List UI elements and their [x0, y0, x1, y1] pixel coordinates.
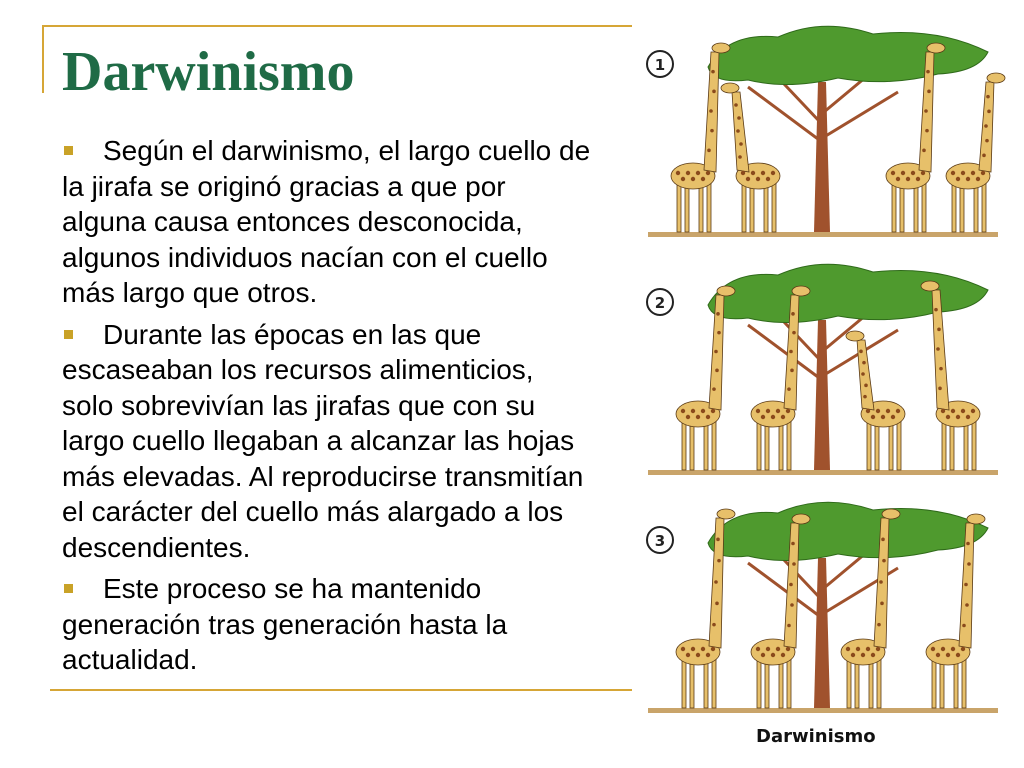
tree-trunk [814, 320, 830, 470]
bullet-text: Este proceso se ha mantenido generación tras generación hasta la actualidad. [62, 573, 508, 675]
ground-strip [648, 708, 998, 713]
illustration-caption: Darwinismo [756, 726, 876, 747]
panel-number: 3 [654, 532, 666, 550]
panel-number: 2 [654, 294, 666, 312]
giraffe-icon [846, 331, 905, 470]
bullet-text: Durante las épocas en las que escaseaban los recursos alimenticios, solo sobrevivían las jirafas que con su largo cuello llegaban a alcanzar las hojas más elevadas. Al reproducirse transmitían el carácter del cuello más alargado a los descendientes. [62, 318, 584, 563]
giraffe-evolution-illustration [638, 12, 1018, 764]
ground-strip [648, 232, 998, 237]
evolution-panel [647, 264, 998, 475]
evolution-panel [647, 502, 998, 713]
tree-canopy [708, 264, 988, 322]
frame-top-line [42, 25, 632, 27]
frame-left-line [42, 25, 44, 93]
tree-canopy [708, 26, 988, 84]
bullet-text: Según el darwinismo, el largo cuello de la jirafa se originó gracias a que por alguna causa entonces desconocida, algunos individuos nacían con el cuello más largo que otros. [62, 135, 591, 308]
giraffe-icon [946, 73, 1005, 232]
tree-trunk [814, 82, 830, 232]
tree-canopy [708, 502, 988, 560]
slide-title: Darwinismo [62, 41, 355, 103]
frame-bottom-line [50, 689, 632, 691]
bullet-item [62, 317, 592, 566]
square-bullet-icon [64, 146, 73, 155]
bullet-item [62, 571, 592, 678]
giraffe-panels [638, 12, 1018, 724]
ground-strip [648, 470, 998, 475]
panel-number: 1 [654, 56, 666, 74]
square-bullet-icon [64, 330, 73, 339]
evolution-panel [647, 26, 1005, 237]
square-bullet-icon [64, 584, 73, 593]
tree-trunk [814, 558, 830, 708]
bullet-item [62, 133, 592, 311]
bullet-list [62, 133, 592, 684]
